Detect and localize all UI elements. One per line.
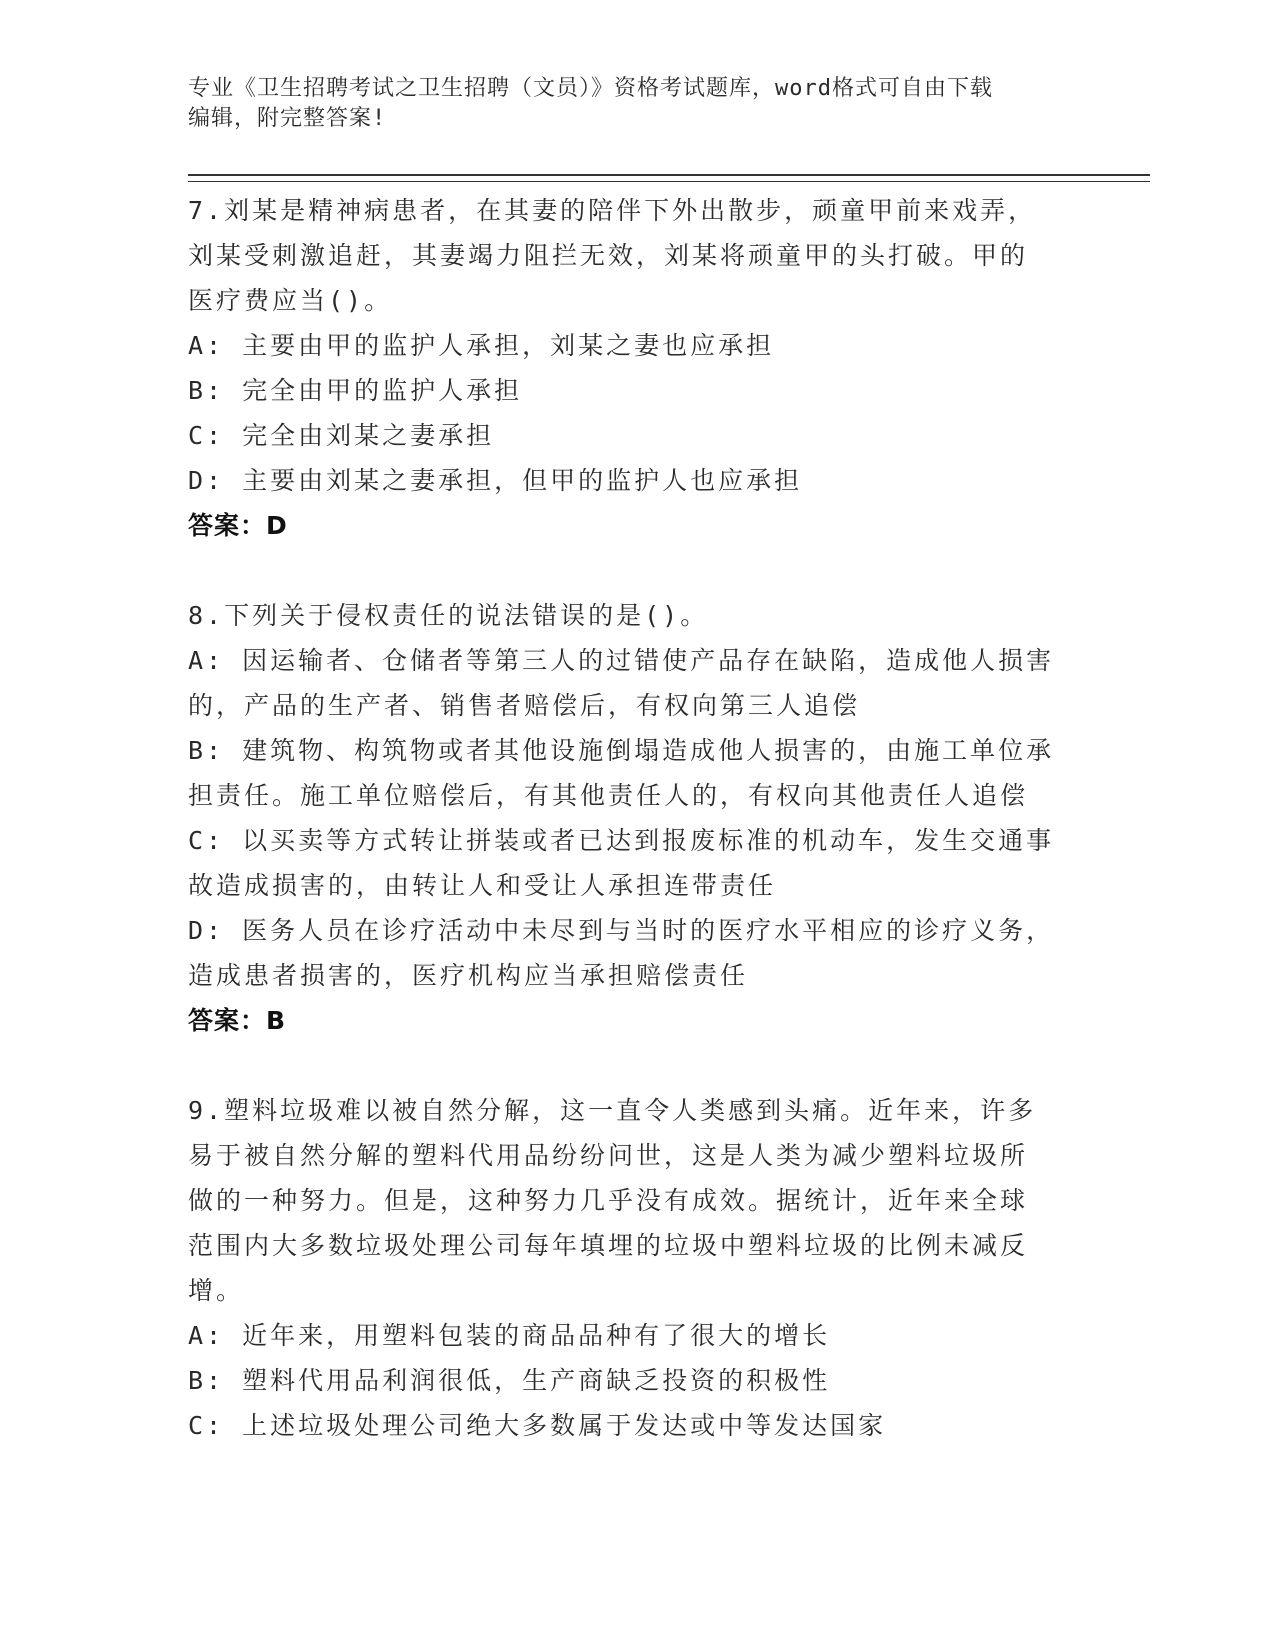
question-stem-line: 范围内大多数垃圾处理公司每年填埋的垃圾中塑料垃圾的比例未减反 <box>188 1231 1029 1260</box>
question-stem-line: 增。 <box>188 1276 245 1305</box>
option-b-cont: 担责任。施工单位赔偿后，有其他责任人的，有权向其他责任人追偿 <box>188 781 1029 810</box>
question-9 <box>188 1088 1088 1448</box>
question-list <box>188 188 1088 1448</box>
header-line: 专业《卫生招聘考试之卫生招聘（文员）》资格考试题库，word格式可自由下载 <box>188 76 993 101</box>
answer-line: 答案：D <box>188 511 288 540</box>
answer-line: 答案：B <box>188 1006 287 1035</box>
option-a: A: 主要由甲的监护人承担，刘某之妻也应承担 <box>188 331 775 360</box>
spacer <box>188 1043 1088 1088</box>
option-d: D: 主要由刘某之妻承担，但甲的监护人也应承担 <box>188 466 803 495</box>
header-rule-thick <box>188 174 1150 176</box>
question-stem-line: 7.刘某是精神病患者，在其妻的陪伴下外出散步，顽童甲前来戏弄， <box>188 196 1037 225</box>
document-header <box>188 74 1068 134</box>
option-c: C: 上述垃圾处理公司绝大多数属于发达或中等发达国家 <box>188 1411 887 1440</box>
question-stem-line: 医疗费应当()。 <box>188 286 393 315</box>
option-c: C: 完全由刘某之妻承担 <box>188 421 495 450</box>
header-rule-thin <box>188 181 1150 182</box>
question-8 <box>188 593 1088 1043</box>
option-d-cont: 造成患者损害的，医疗机构应当承担赔偿责任 <box>188 961 749 990</box>
header-line: 编辑，附完整答案! <box>188 106 387 131</box>
option-a-cont: 的，产品的生产者、销售者赔偿后，有权向第三人追偿 <box>188 691 861 720</box>
spacer <box>188 548 1088 593</box>
option-b: B: 塑料代用品利润很低，生产商缺乏投资的积极性 <box>188 1366 831 1395</box>
question-7 <box>188 188 1088 548</box>
option-a: A: 因运输者、仓储者等第三人的过错使产品存在缺陷，造成他人损害 <box>188 646 1055 675</box>
question-stem-line: 做的一种努力。但是，这种努力几乎没有成效。据统计，近年来全球 <box>188 1186 1029 1215</box>
question-stem-line: 刘某受刺激追赶，其妻竭力阻拦无效，刘某将顽童甲的头打破。甲的 <box>188 241 1029 270</box>
option-a: A: 近年来，用塑料包装的商品品种有了很大的增长 <box>188 1321 831 1350</box>
option-b: B: 完全由甲的监护人承担 <box>188 376 523 405</box>
option-b: B: 建筑物、构筑物或者其他设施倒塌造成他人损害的，由施工单位承 <box>188 736 1055 765</box>
option-c-cont: 故造成损害的，由转让人和受让人承担连带责任 <box>188 871 777 900</box>
option-d: D: 医务人员在诊疗活动中未尽到与当时的医疗水平相应的诊疗义务， <box>188 916 1055 945</box>
question-stem-line: 易于被自然分解的塑料代用品纷纷问世，这是人类为减少塑料垃圾所 <box>188 1141 1029 1170</box>
question-stem-line: 9.塑料垃圾难以被自然分解，这一直令人类感到头痛。近年来，许多 <box>188 1096 1037 1125</box>
option-c: C: 以买卖等方式转让拼装或者已达到报废标准的机动车，发生交通事 <box>188 826 1055 855</box>
question-stem-line: 8.下列关于侵权责任的说法错误的是()。 <box>188 601 709 630</box>
